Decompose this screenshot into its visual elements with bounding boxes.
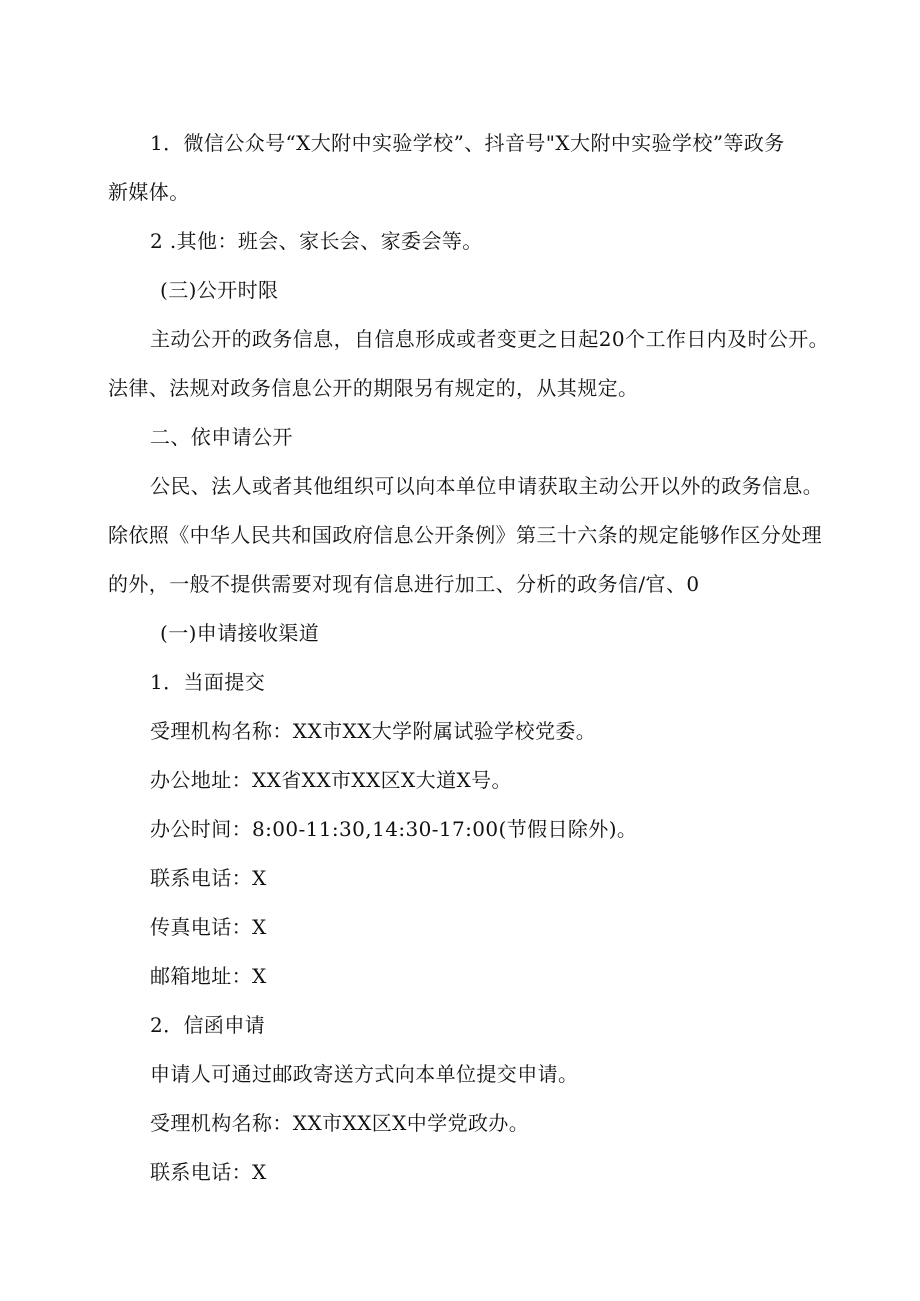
- section-heading-time-limit: (三)公开时限: [160, 278, 279, 302]
- text-line-time-limit-2: 法律、法规对政务信息公开的期限另有规定的，从其规定。: [108, 376, 639, 400]
- text-line-email: 邮箱地址：X: [150, 964, 267, 988]
- subheading-in-person: 1．当面提交: [150, 670, 266, 694]
- text-line-address: 办公地址：XX省XX市XX区X大道X号。: [150, 768, 512, 792]
- text-line-phone-2: 联系电话：X: [150, 1160, 267, 1184]
- text-line-other: 2 .其他：班会、家长会、家委会等。: [150, 229, 483, 253]
- text-line-postal: 申请人可通过邮政寄送方式向本单位提交申请。: [150, 1062, 579, 1086]
- section-heading-on-request: 二、依申请公开: [150, 425, 293, 449]
- text-line-agency-1: 受理机构名称：XX市XX大学附属试验学校党委。: [150, 719, 597, 743]
- text-line-request-3: 的外，一般不提供需要对现有信息进行加工、分析的政务信/官、0: [108, 572, 700, 596]
- text-line-fax: 传真电话：X: [150, 915, 267, 939]
- text-line-agency-2: 受理机构名称：XX市XX区X中学党政办。: [150, 1111, 530, 1135]
- text-line-office-hours: 办公时间：8:00-11:30,14:30-17:00(节假日除外)。: [150, 817, 638, 841]
- text-line-media-2: 新媒体。: [108, 180, 190, 204]
- text-line-phone-1: 联系电话：X: [150, 866, 267, 890]
- subheading-letter: 2．信函申请: [150, 1013, 266, 1037]
- text-line-request-2: 除依照《中华人民共和国政府信息公开条例》第三十六条的规定能够作区分处理: [108, 523, 822, 547]
- text-line-request-1: 公民、法人或者其他组织可以向本单位申请获取主动公开以外的政务信息。: [150, 474, 824, 498]
- section-heading-channels: (一)申请接收渠道: [160, 621, 320, 645]
- text-line-media-1: 1．微信公众号“X大附中实验学校”、抖音号"X大附中实验学校”等政务: [150, 131, 785, 155]
- text-line-time-limit-1: 主动公开的政务信息，自信息形成或者变更之日起20个工作日内及时公开。: [150, 327, 830, 351]
